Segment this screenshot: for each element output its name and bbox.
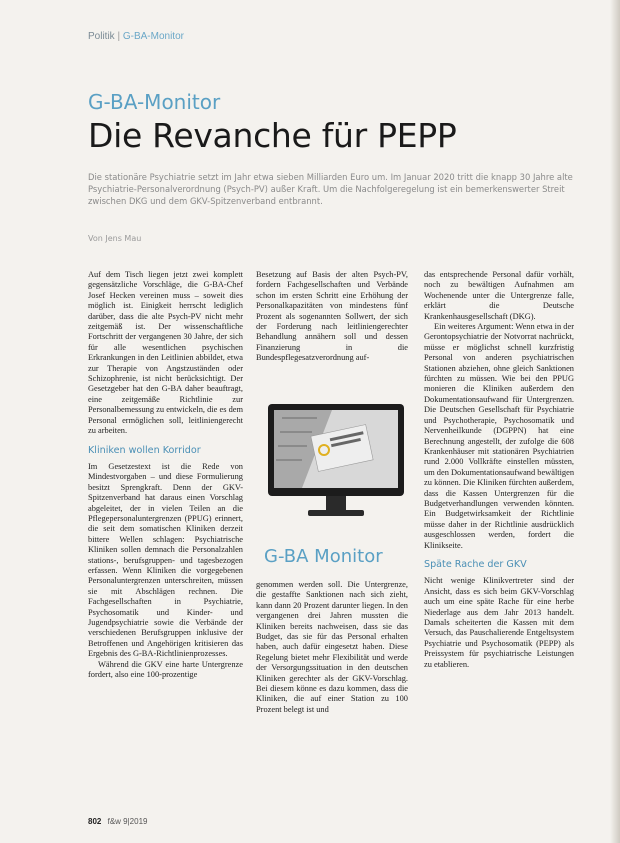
- paragraph: Besetzung auf Basis der alten Psych-PV, fordern Fachgesellschaften und Verbände schon im ersten Schritt eine Erhöhung der Personalkapazitäten von mindestens fünf Prozent als sogenannten Sollwert, der sich der Forderung nach leitliniengerechter Behandlung annähern soll und dessen Finanzierung in die Bundespflegesatzverordnung auf-: [256, 270, 408, 363]
- text-column-2-top: [256, 270, 408, 364]
- illustration-caption: G-BA Monitor: [264, 546, 383, 567]
- article-title: Die Revanche für PEPP: [88, 116, 457, 155]
- paragraph: Ein weiteres Argument: Wenn etwa in der Gerontopsychiatrie der Notvorrat nachrückt, müsse er möglichst schnell kurzfristig Personal von anderen psychiatrischen Stationen abziehen, ohne gleich Sanktionen fürchten zu müssen. Wie bei den PPUG monieren die Kliniken außerdem den Dokumentationsaufwand für Untergrenzen. Die Deutschen Gesellschaft für Psychiatrie und Psychotherapie, Psychosomatik und Nervenheilkunde (DGPPN) hat eine Berechnung angestellt, der zufolge die 608 Krankenhäuser mit stationären Psychiatrien rund 2.000 Vollkräfte einstellen müssten, um den Dokumentationsaufwand bewältigen zu können. Die Kliniken fürchten außerdem, dass die Kassen Untergrenzen für die Budgetverhandlungen verwenden könnten. Ein Budgetwirksamkeit der Richtlinie müsse daher in der Richtlinie ausdrücklich ausgeschlossen werden, fordert die Klinikseite.: [424, 322, 575, 550]
- monitor-stand: [308, 510, 364, 516]
- text-column-3: [424, 270, 574, 670]
- paragraph: genommen werden soll. Die Untergrenze, die gestaffte Sanktionen nach sich zieht, kann dann 20 Prozent darunter liegen. In den vergangenen drei Jahren mussten die Kliniken bereits nachweisen, dass sie das Budget, das sie für das Personal erhalten haben, auch dafür eingesetzt haben. Diese Regelung bietet mehr Flexibilität und werde der Versorgungssituation in den deutschen Kliniken gerechter als der GKV-Vorschlag. Bei diesem könne es dazu kommen, dass die Kliniken, die auf einer Station zu 100 Prozent belegt ist und: [256, 580, 408, 714]
- text-column-1: [88, 270, 243, 680]
- page-footer: [88, 817, 147, 826]
- paragraph: das entsprechende Personal dafür vorhält, noch zu bewältigen Aufnahmen am Wochenende unter die Untergrenze falle, erklärt die Deutsche Krankenhausgesellschaft (DKG).: [424, 270, 574, 321]
- article-kicker: G-BA-Monitor: [88, 90, 221, 114]
- article-lead: Die stationäre Psychiatrie setzt im Jahr etwa sieben Milliarden Euro um. Im Januar 2020 tritt die knapp 30 Jahre alte Psychiatrie-Personalverordnung (Psych-PV) außer Kraft. Um die Nachfolgeregelung ist ein bemerkenswerter Streit zwischen DKG und dem GKV-Spitzenverband entbrannt.: [88, 172, 573, 206]
- paragraph: Nicht wenige Klinikvertreter sind der Ansicht, dass es sich beim GKV-Vorschlag auch um eine späte Rache für eine herbe Niederlage aus dem Jahr 2013 handelt. Damals scheiterten die Kassen mit dem Versuch, das Pauschalierende Entgeltsystem Psychiatrie und Psychosomatik (PEPP) als Preissystem für psychiatrische Leistungen zu etablieren.: [424, 576, 574, 669]
- paragraph: Während die GKV eine harte Untergrenze fordert, also eine 100-prozentige: [88, 659, 243, 680]
- rubric-tag: G-BA-Monitor: [122, 31, 184, 42]
- paragraph: Im Gesetzestext ist die Rede von Mindestvorgaben – und diese Formulierung besitzt Sprengkraft. Denn der GKV-Spitzenverband hat daraus einen Vorschlag abgeleitet, der in vielen Teilen an die Pflegepersonaluntergrenzen (PPUG) erinnert, die seit dem somatischen Kliniken derzeit bittere Wellen schlagen: Psychiatrische Kliniken sollen demnach die Personalzahlen stations-, berufsgruppen- und tagesbezogen erfassen. Wenn Kliniken die vorgegebenen Personaluntergrenzen unterschreiten, müssen sie mit Abschlägen rechnen. Die Fachgesellschaften in Psychiatrie, Psychosomatik und Kinder- und Jugendpsychiatrie sowie die Verbände der verschiedenen Berufsgruppen inklusive der Betroffenen und Angehörigen kritisieren das Ergebnis des G-BA-Richtlinienprozesses.: [88, 461, 243, 659]
- monitor-neck: [326, 496, 346, 510]
- monitor-illustration: [262, 398, 410, 522]
- rubric-section: Politik: [88, 31, 115, 42]
- page-number: 802: [88, 817, 102, 826]
- section-rubric: [88, 31, 184, 42]
- subheading-korridor: Kliniken wollen Korridor: [88, 444, 201, 456]
- paragraph: Auf dem Tisch liegen jetzt zwei komplett gegensätzliche Vorschläge, die G-BA-Chef Josef Hecken vereinen muss – soweit dies möglich ist. Einigkeit herrscht lediglich darüber, dass die alte Psych-PV nicht mehr zeitgemäß ist. Der wissenschaftliche Fortschritt der vergangenen 30 Jahre, der sich für alle wesentlichen psychischen Erkrankungen in den Leitlinien abbildet, etwa zur Therapie von Angstzuständen oder Schizophrenie, ist nicht berücksichtigt. Der Gesetzgeber hat den G-BA daher beauftragt, eine zeitgemäße Richtlinie zur Personalbemessung zu entwickeln, die es dem Personal ermöglichen soll, leitliniengerecht zu arbeiten.: [88, 270, 243, 436]
- article-byline: Von Jens Mau: [88, 234, 142, 243]
- rubric-separator: |: [114, 31, 123, 42]
- subheading-rache: Späte Rache der GKV: [424, 558, 527, 570]
- text-column-2-bottom: [256, 580, 408, 715]
- magazine-name: f&w 9|2019: [107, 817, 148, 826]
- page-gutter-shadow: [610, 0, 620, 843]
